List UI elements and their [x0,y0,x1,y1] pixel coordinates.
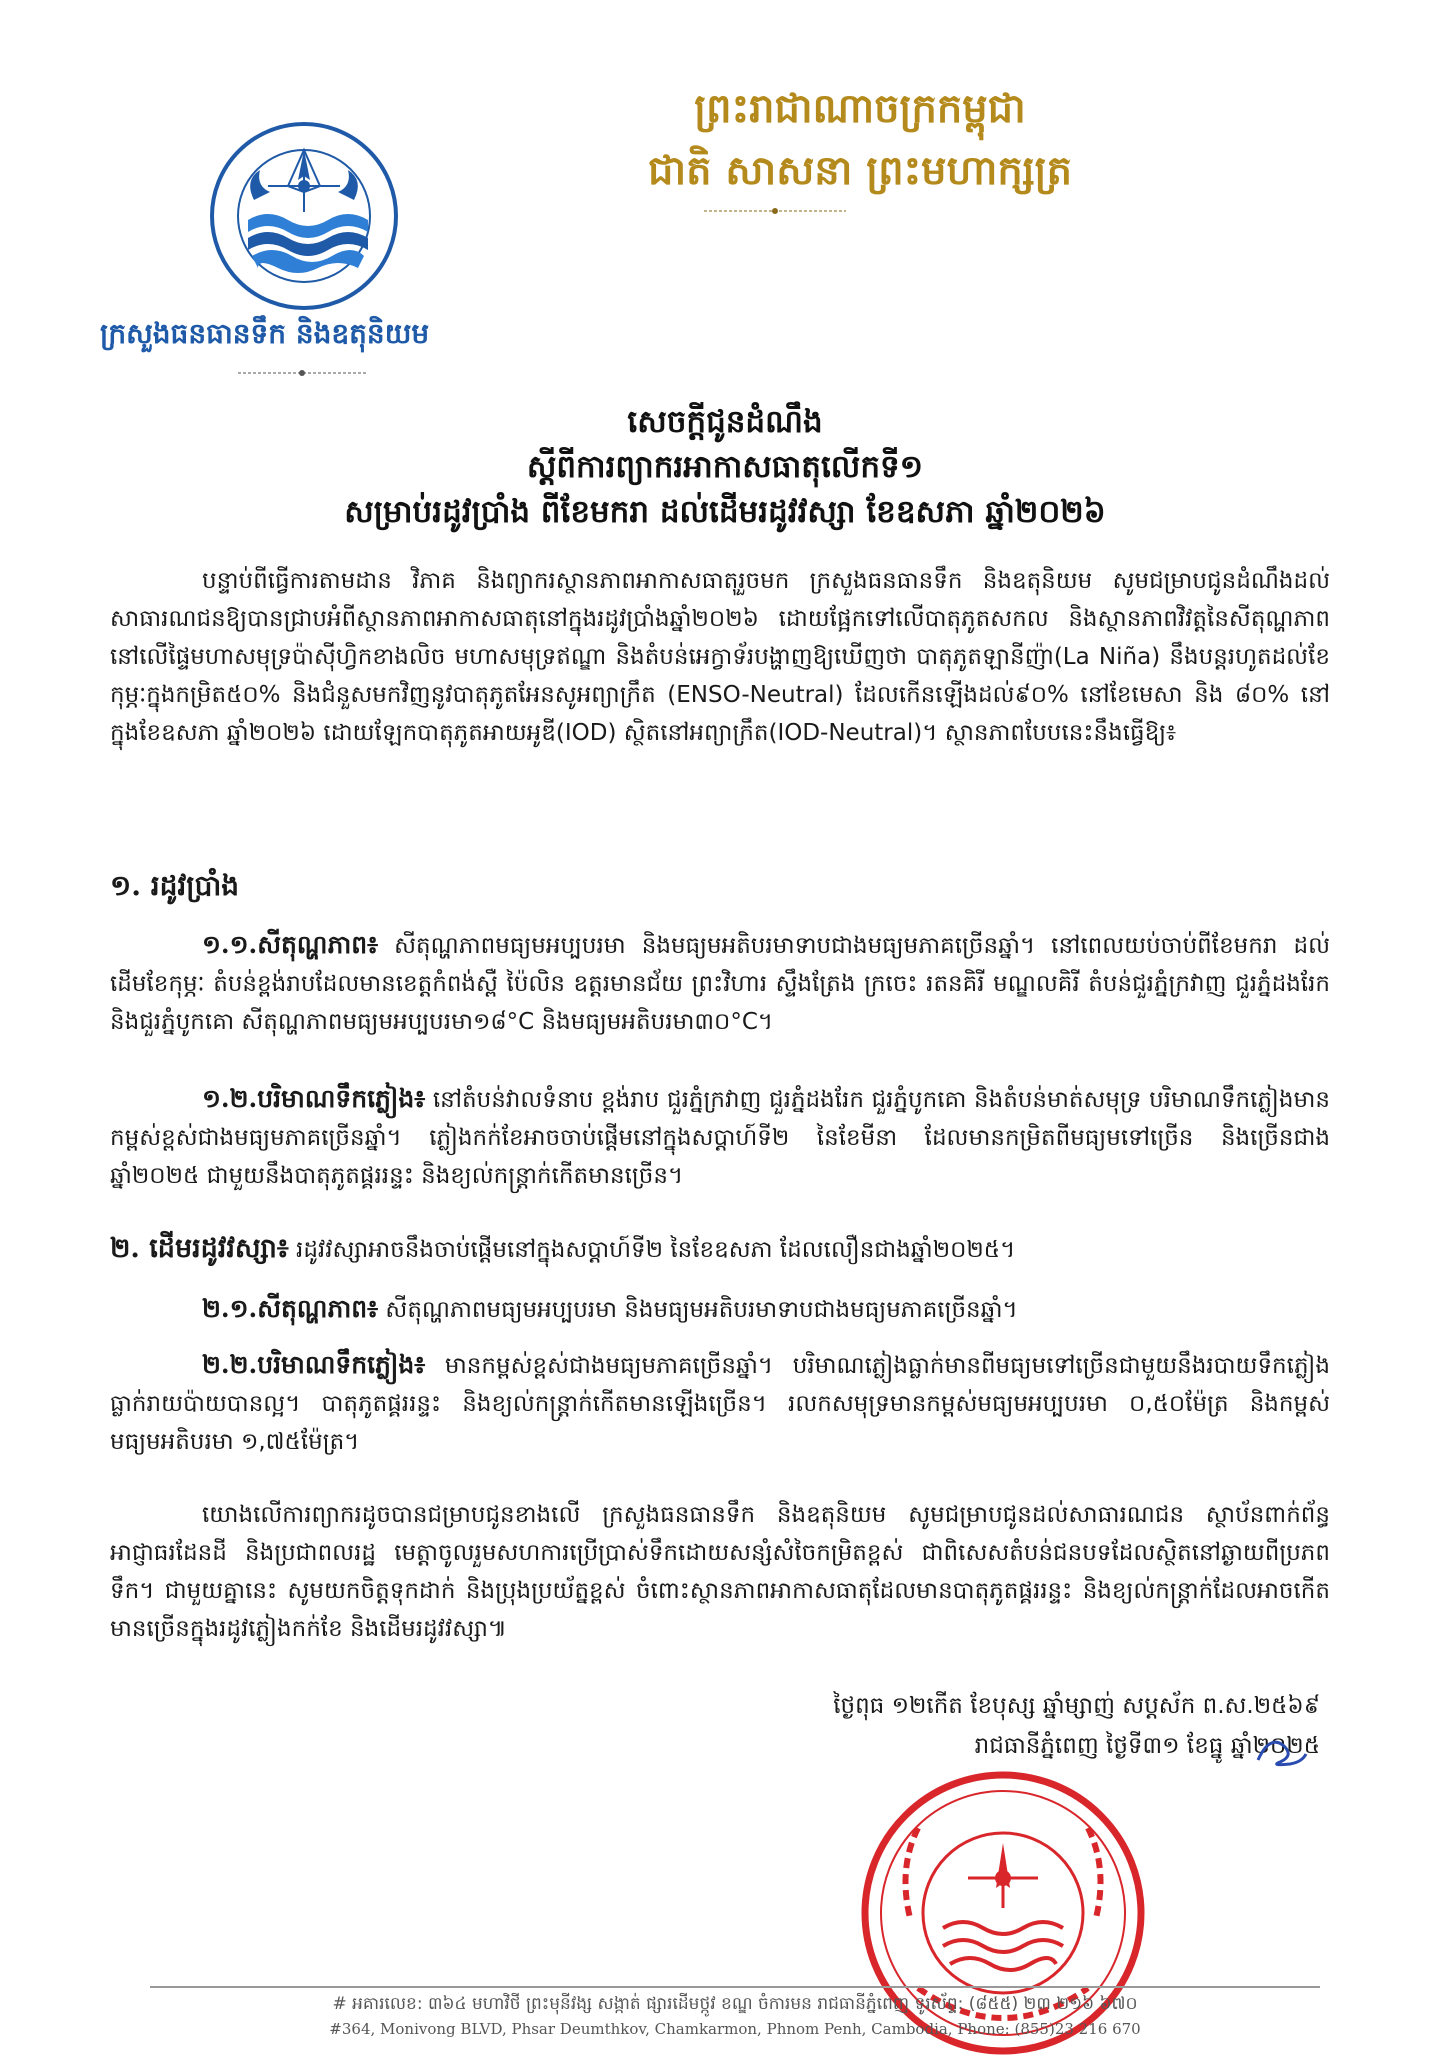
section-2-1-paragraph [110,1290,1330,1329]
section-1-2-label: ១.២.បរិមាណទឹកភ្លៀង៖ [202,1084,426,1113]
kingdom-line-1: ព្រះរាជាណាចក្រកម្ពុជា [694,85,1026,132]
section-2-text: រដូវវស្សាអាចនឹងចាប់ផ្តើមនៅក្នុងសប្តាហ៍ទី២ នៃខែឧសភា ដែលលឿនជាងឆ្នាំ២០២៥។ [288,1237,1016,1263]
section-1-1-text: សីតុណ្ហភាពមធ្យមអប្បបរមា និងមធ្យមអតិបរមាទាបជាងមធ្យមភាគច្រើនឆ្នាំ។ នៅពេលយប់ចាប់ពីខែមករា ដល់ដើមខែកុម្ភៈ តំបន់ខ្ពង់រាបដែលមានខេត្តកំពង់ស្ពឺ ប៉ៃលិន ឧត្តរមានជ័យ ព្រះវិហារ ស្ទឹងត្រែង ក្រចេះ រតនគិរី មណ្ឌលគិរី តំបន់ជួរភ្នំក្រវាញ ជួរភ្នំដងរែក និងជួរភ្នំបូកគោ សីតុណ្ហភាពមធ្យមអប្បបរមា១៨°C និងមធ្យមអតិបរមា៣០°C។ [110,933,1330,1035]
section-2-2-text: មានកម្ពស់ខ្ពស់ជាងមធ្យមភាគច្រើនឆ្នាំ។ បរិមាណភ្លៀងធ្លាក់មានពីមធ្យមទៅច្រើនជាមួយនឹងរបាយទឹកភ្លៀងធ្លាក់រាយប៉ាយបានល្អ។ បាតុភូតផ្គររន្ទះ និងខ្យល់កន្ត្រាក់កើតមានឡើងច្រើន។ រលកសមុទ្រមានកម្ពស់មធ្យមអប្បបរមា ០,៥០ម៉ែត្រ និងកម្ពស់មធ្យមអតិបរមា ១,៧៥ម៉ែត្រ។ [110,1353,1330,1455]
title-line-3: សម្រាប់រដូវប្រាំង ពីខែមករា ដល់ដើមរដូវវស្សា ខែឧសភា ឆ្នាំ២០២៦ [344,494,1106,530]
title-line-2: ស្តីពីការព្យាករអាកាសធាតុលើកទី១ [526,449,924,485]
section-1-heading: ១. រដូវប្រាំង [110,869,240,902]
section-2-paragraph [110,1230,1330,1269]
divider-ornament [700,204,850,218]
footer-address-khmer: # អគារលេខ: ៣៦៤ មហាវិថី ព្រះមុនីវង្ស សង្កាត់ ផ្សារដើមថ្កូវ ខណ្ឌ ចំការមន រាជធានីភ្នំពេញ ទូរស័ព្ទ: (៨៥៥) ២៣ ២១៦ ៦៧០ [332,1994,1138,2014]
section-2-2-paragraph [110,1346,1330,1461]
ministry-logo [208,120,400,312]
closing-paragraph: យោងលើការព្យាករដូចបានជម្រាបជូនខាងលើ ក្រសួងធនធានទឹក និងឧតុនិយម សូមជម្រាបជូនដល់សាធារណជន ស្ថាប័នពាក់ព័ន្ធ អាជ្ញាធរដែនដី និងប្រជាពលរដ្ឋ មេត្តាចូលរួមសហការប្រើប្រាស់ទឹកដោយសន្សំសំចៃកម្រិតខ្ពស់ ជាពិសេសតំបន់ជនបទដែលស្ថិតនៅឆ្ងាយពីប្រភពទឹក។ ជាមួយគ្នានេះ សូមយកចិត្តទុកដាក់ និងប្រុងប្រយ័ត្នខ្ពស់ ចំពោះស្ថានភាពអាកាសធាតុដែលមានបាតុភូតផ្គររន្ទះ និងខ្យល់កន្ត្រាក់ដែលអាចកើតមានច្រើនក្នុងរដូវភ្លៀងកក់ខែ និងដើមរដូវវស្សា៕ [110,1502,1330,1642]
divider-ornament [234,366,370,380]
section-2-1-text: សីតុណ្ហភាពមធ្យមអប្បបរមា និងមធ្យមអតិបរមាទាបជាងមធ្យមភាគច្រើនឆ្នាំ។ [378,1297,1018,1323]
section-2-1-label: ២.១.សីតុណ្ហភាព៖ [202,1294,379,1323]
section-1-1-paragraph [110,926,1330,1041]
section-1-2-paragraph [110,1080,1330,1195]
kingdom-line-2: ជាតិ សាសនា ព្រះមហាក្សត្រ [648,147,1072,194]
footer-divider [150,1986,1320,1988]
solar-date: រាជធានីភ្នំពេញ ថ្ងៃទី៣១ ខែធ្នូ ឆ្នាំ២០២៥ [974,1733,1320,1759]
intro-paragraph: បន្ទាប់ពីធ្វើការតាមដាន វិភាគ និងព្យាករស្ថានភាពអាកាសធាតុរួចមក ក្រសួងធនធានទឹក និងឧតុនិយម សូមជម្រាបជូនដំណឹងដល់សាធារណជនឱ្យបានជ្រាបអំពីស្ថានភាពអាកាសធាតុនៅក្នុងរដូវប្រាំងឆ្នាំ២០២៦ ដោយផ្អែកទៅលើបាតុភូតសកល និងស្ថានភាពវិវត្តនៃសីតុណ្ហភាពនៅលើផ្ទៃមហាសមុទ្រប៉ាស៊ីហ្វិកខាងលិច មហាសមុទ្រឥណ្ឌា និងតំបន់អេក្វាទ័របង្ហាញឱ្យឃើញថា បាតុភូតឡានីញ៉ា(La Niña) នឹងបន្តរហូតដល់ខែកុម្ភៈក្នុងកម្រិត៥០% និងជំនួសមកវិញនូវបាតុភូតអែនសូអព្យាក្រឹត (ENSO-Neutral) ដែលកើនឡើងដល់៩០% នៅខែមេសា និង ៨០% នៅក្នុងខែឧសភា ឆ្នាំ២០២៦ ដោយឡែកបាតុភូតអាយអូឌី(IOD) ស្ថិតនៅអព្យាក្រឹត(IOD-Neutral)។ ស្ថានភាពបែបនេះនឹងធ្វើឱ្យ៖ [110,568,1330,746]
kingdom-heading [500,78,1220,202]
section-1-2-text: នៅតំបន់វាលទំនាប ខ្ពង់រាប ជួរភ្នំក្រវាញ ជួរភ្នំដងរែក ជួរភ្នំបូកគោ និងតំបន់មាត់សមុទ្រ បរិមាណទឹកភ្លៀងមានកម្ពស់ខ្ពស់ជាងមធ្យមភាគច្រើនឆ្នាំ។ ភ្លៀងកក់ខែអាចចាប់ផ្តើមនៅក្នុងសប្តាហ៍ទី២ នៃខែមីនា ដែលមានកម្រិតពីមធ្យមទៅច្រើន និងច្រើនជាងឆ្នាំ២០២៥ ជាមួយនឹងបាតុភូតផ្គររន្ទះ និងខ្យល់កន្ត្រាក់កើតមានច្រើន។ [110,1087,1330,1189]
section-1-1-label: ១.១.សីតុណ្ហភាព៖ [202,930,379,959]
title-line-1: សេចក្តីជូនដំណឹង [627,404,823,440]
lunar-date: ថ្ងៃពុធ ១២កើត ខែបុស្ស ឆ្នាំម្សាញ់ សប្តស័ក ព.ស.២៥៦៩ [833,1693,1320,1719]
ministry-name: ក្រសួងធនធានទឹក និងឧតុនិយម [100,317,430,350]
section-2-2-label: ២.២.បរិមាណទឹកភ្លៀង៖ [202,1350,426,1379]
notice-title [130,400,1320,535]
section-2-heading: ២. ដើមរដូវវស្សា៖ [110,1233,289,1264]
footer-address-english: #364, Monivong BLVD, Phsar Deumthkov, Chamkarmon, Phnom Penh, Cambodia, Phone: (855)23 216 670 [329,2020,1141,2038]
signature-mark [1250,1724,1310,1774]
date-block [700,1686,1320,1766]
